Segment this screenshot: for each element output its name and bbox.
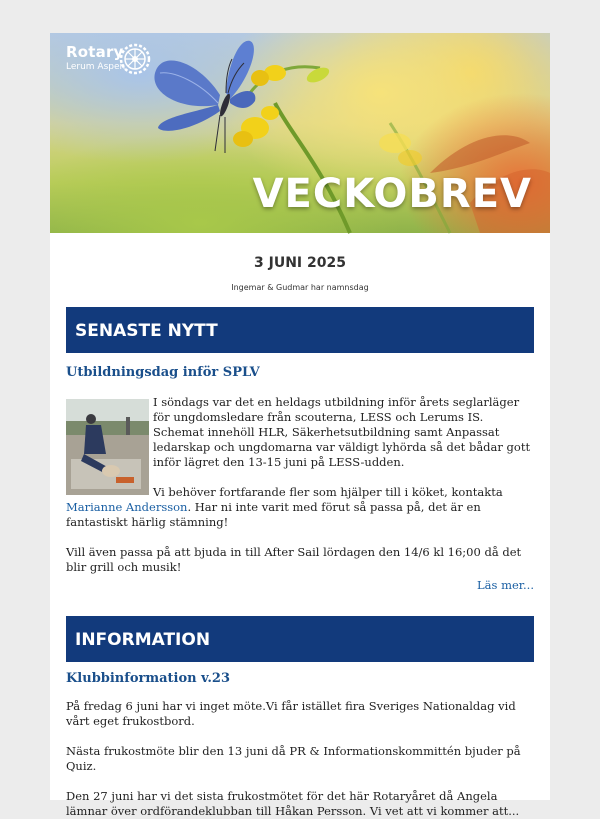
article-body <box>66 395 534 575</box>
newsletter-title: VECKOBREV <box>252 171 532 217</box>
club-info-body <box>66 699 534 819</box>
hero-banner <box>50 33 550 233</box>
newsletter-date: 3 JUNI 2025 <box>254 255 346 271</box>
section-heading-news: SENASTE NYTT <box>66 307 534 353</box>
article-paragraph-3: Vill även passa på att bjuda in till After Sail lördagen den 14/6 kl 16;00 då det blir grill och musik! <box>66 545 522 574</box>
article-photo <box>66 399 149 495</box>
article-title[interactable]: Utbildningsdag inför SPLV <box>66 365 260 380</box>
club-info-paragraph-3: Den 27 juni har vi det sista frukostmötet för det här Rotaryåret då Angela lämnar över ordförandeklubban till Håkan Persson. Vi vet att vi kommer att... <box>66 789 520 818</box>
rotary-wheel-icon <box>118 42 152 76</box>
section-heading-information: INFORMATION <box>66 616 534 662</box>
club-info-paragraph-1: På fredag 6 juni har vi inget möte.Vi får istället fira Sveriges Nationaldag vid vårt eget frukostbord. <box>66 699 516 728</box>
club-info-title[interactable]: Klubbinformation v.23 <box>66 671 231 686</box>
rotary-logo[interactable] <box>66 43 125 72</box>
logo-name: Rotary <box>66 43 124 61</box>
nameday-text: Ingemar & Gudmar har namnsdag <box>231 283 369 292</box>
read-more-link[interactable]: Läs mer... <box>477 578 534 592</box>
contact-link[interactable]: Marianne Andersson <box>66 500 188 514</box>
article-paragraph-1: I söndags var det en heldags utbildning inför årets seglarläger för ungdomsledare från scouterna, LESS och Lerums IS. Schemat innehöll HLR, Säkerhetsutbildning samt Anpassat ledarskap och ungdomarna var väldigt lyhörda så det bådar gott inför lägret den 13-15 juni på LESS-udden. <box>153 395 531 469</box>
logo-club-name: Lerum Aspen <box>66 62 126 72</box>
club-info-paragraph-2: Nästa frukostmöte blir den 13 juni då PR & Informationskommittén bjuder på Quiz. <box>66 744 521 773</box>
newsletter <box>50 33 550 818</box>
training-photo-illustration <box>66 399 149 495</box>
article-paragraph-2: Vi behöver fortfarande fler som hjälper till i köket, kontakta Marianne Andersson. Har ni inte varit med förut så passa på, det är en fantastiskt härlig stämning! <box>66 485 503 529</box>
